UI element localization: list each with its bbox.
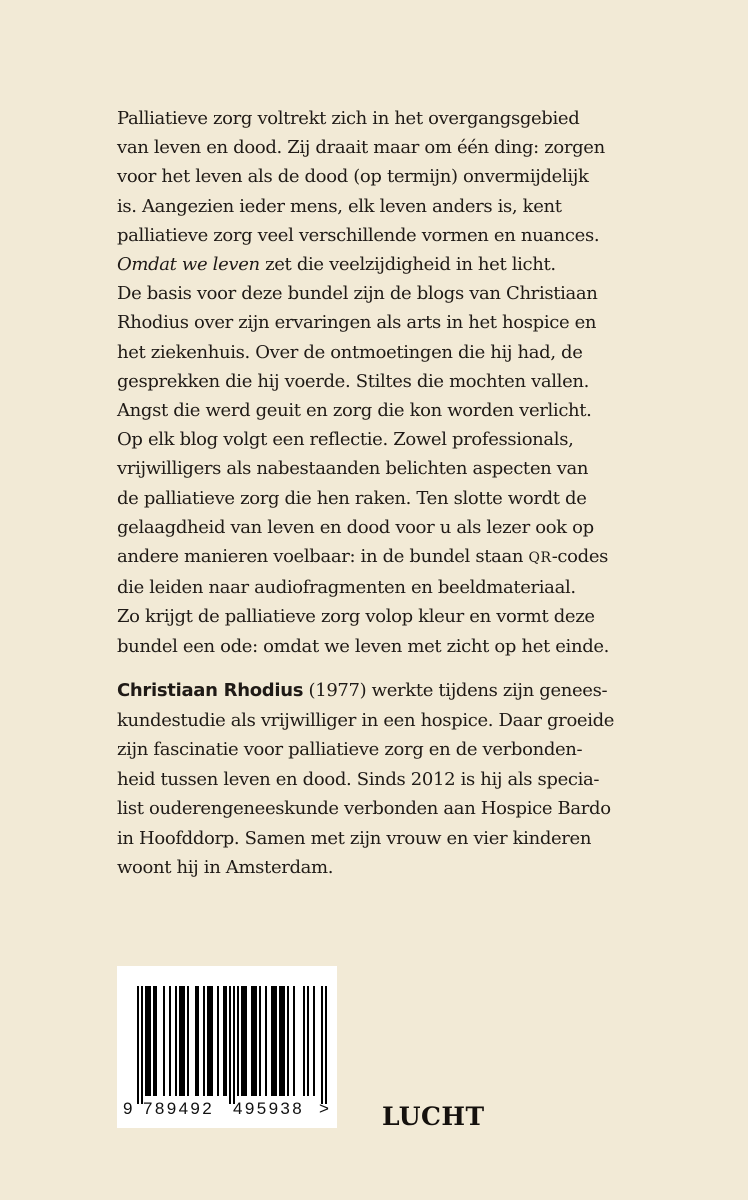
barcode-bar [273, 986, 275, 1096]
blurb-line [117, 250, 722, 279]
barcode-bar [141, 986, 143, 1104]
barcode-arrow: > [319, 1099, 329, 1118]
book-title: Omdat we leven [117, 254, 260, 276]
barcode-bar [197, 986, 199, 1096]
blurb-line: van leven en dood. Zij draait maar om één ding: zorgen [117, 137, 605, 159]
blurb-line-pre: andere manieren voelbaar: in de bundel staan [117, 546, 529, 568]
barcode-bar [149, 986, 151, 1096]
barcode-bar [279, 986, 281, 1096]
barcode-bar [169, 986, 171, 1096]
blurb-line: is. Aangezien ieder mens, elk leven anders is, kent [117, 195, 562, 217]
barcode-bar [153, 986, 155, 1096]
blurb-line [117, 542, 722, 573]
blurb-line-rest: zet die veelzijdigheid in het licht. [259, 254, 556, 276]
barcode-bar [225, 986, 227, 1096]
barcode-digits-right: 495938 [233, 1099, 305, 1118]
barcode-bar [209, 986, 211, 1096]
barcode-bar [195, 986, 197, 1096]
blurb-line: het ziekenhuis. Over de ontmoetingen die hij had, de [117, 341, 583, 363]
barcode-bar [179, 986, 181, 1096]
barcode-digit-lead: 9 [123, 1099, 133, 1118]
barcode-bar [293, 986, 295, 1096]
blurb-line: De basis voor deze bundel zijn de blogs van Christiaan [117, 283, 598, 305]
barcode-bar [163, 986, 165, 1096]
bio-line: zijn fascinatie voor palliatieve zorg en de verbonden- [117, 739, 583, 760]
barcode-bar [313, 986, 315, 1096]
bio-line-rest: (1977) werkte tijdens zijn genees- [303, 680, 608, 701]
barcode-bar [265, 986, 267, 1096]
barcode-bar [275, 986, 277, 1096]
author-name: Christiaan Rhodius [117, 680, 304, 701]
blurb-line: die leiden naar audiofragmenten en beeldmateriaal. [117, 577, 576, 599]
barcode-bar [259, 986, 261, 1096]
barcode-bar [255, 986, 257, 1096]
barcode-bar [155, 986, 157, 1096]
barcode-bar [181, 986, 183, 1096]
author-bio [117, 676, 722, 883]
barcode-bar [229, 986, 231, 1104]
barcode-bar [243, 986, 245, 1096]
barcode-bar [241, 986, 243, 1096]
isbn-barcode [117, 966, 337, 1128]
publisher-logo: LUCHT [382, 1102, 485, 1131]
barcode-bar [183, 986, 185, 1096]
barcode-bar [287, 986, 289, 1096]
barcode-bar [325, 986, 327, 1104]
barcode-bar [207, 986, 209, 1096]
barcode-bar [251, 986, 253, 1096]
barcode-bar [147, 986, 149, 1096]
barcode-bar [283, 986, 285, 1096]
blurb-line: bundel een ode: omdat we leven met zicht op het einde. [117, 635, 610, 657]
barcode-bar [187, 986, 189, 1096]
barcode-bar [245, 986, 247, 1096]
bio-line: in Hoofddorp. Samen met zijn vrouw en vier kinderen [117, 827, 592, 849]
barcode-bar [237, 986, 239, 1096]
barcode-bar [203, 986, 205, 1096]
blurb-line: vrijwilligers als nabestaanden belichten aspecten van [117, 458, 589, 480]
blurb-line: de palliatieve zorg die hen raken. Ten slotte wordt de [117, 487, 587, 509]
barcode-bar [281, 986, 283, 1096]
barcode-bar [223, 986, 225, 1096]
barcode-bar [175, 986, 177, 1096]
blurb-line: gesprekken die hij voerde. Stiltes die mochten vallen. [117, 370, 589, 392]
blurb-line: palliatieve zorg veel verschillende vormen en nuances. [117, 224, 600, 246]
qr-smallcaps: QR [528, 550, 552, 567]
blurb-line: Angst die werd geuit en zorg die kon worden verlicht. [117, 400, 592, 422]
barcode-bar [303, 986, 305, 1096]
blurb-line: gelaagdheid van leven en dood voor u als lezer ook op [117, 516, 594, 538]
blurb-line: voor het leven als de dood (op termijn) onvermijdelijk [117, 166, 589, 188]
barcode-bar [271, 986, 273, 1096]
bio-line: woont hij in Amsterdam. [117, 857, 334, 878]
barcode-bar [321, 986, 323, 1104]
barcode-bar [307, 986, 309, 1096]
blurb-line: Op elk blog volgt een reflectie. Zowel professionals, [117, 429, 574, 451]
barcode-bar [211, 986, 213, 1096]
blurb-line: Rhodius over zijn ervaringen als arts in het hospice en [117, 312, 597, 334]
barcode-bar [233, 986, 235, 1104]
blurb-line-post: -codes [551, 546, 609, 568]
barcode-bar [253, 986, 255, 1096]
barcode-bar [217, 986, 219, 1096]
blurb-text [117, 104, 722, 661]
blurb-line: Palliatieve zorg voltrekt zich in het overgangsgebied [117, 108, 580, 129]
barcode-digits [117, 1099, 337, 1123]
bio-line: kundestudie als vrijwilliger in een hospice. Daar groeide [117, 709, 615, 731]
bio-line [117, 676, 722, 706]
blurb-line: Zo krijgt de palliatieve zorg volop kleur en vormt deze [117, 606, 595, 628]
barcode-digits-left: 789492 [143, 1099, 215, 1118]
barcode-bar [137, 986, 139, 1104]
barcode-bar [145, 986, 147, 1096]
bio-line: list ouderengeneeskunde verbonden aan Hospice Bardo [117, 798, 611, 819]
bio-line: heid tussen leven en dood. Sinds 2012 is hij als specia- [117, 768, 600, 790]
